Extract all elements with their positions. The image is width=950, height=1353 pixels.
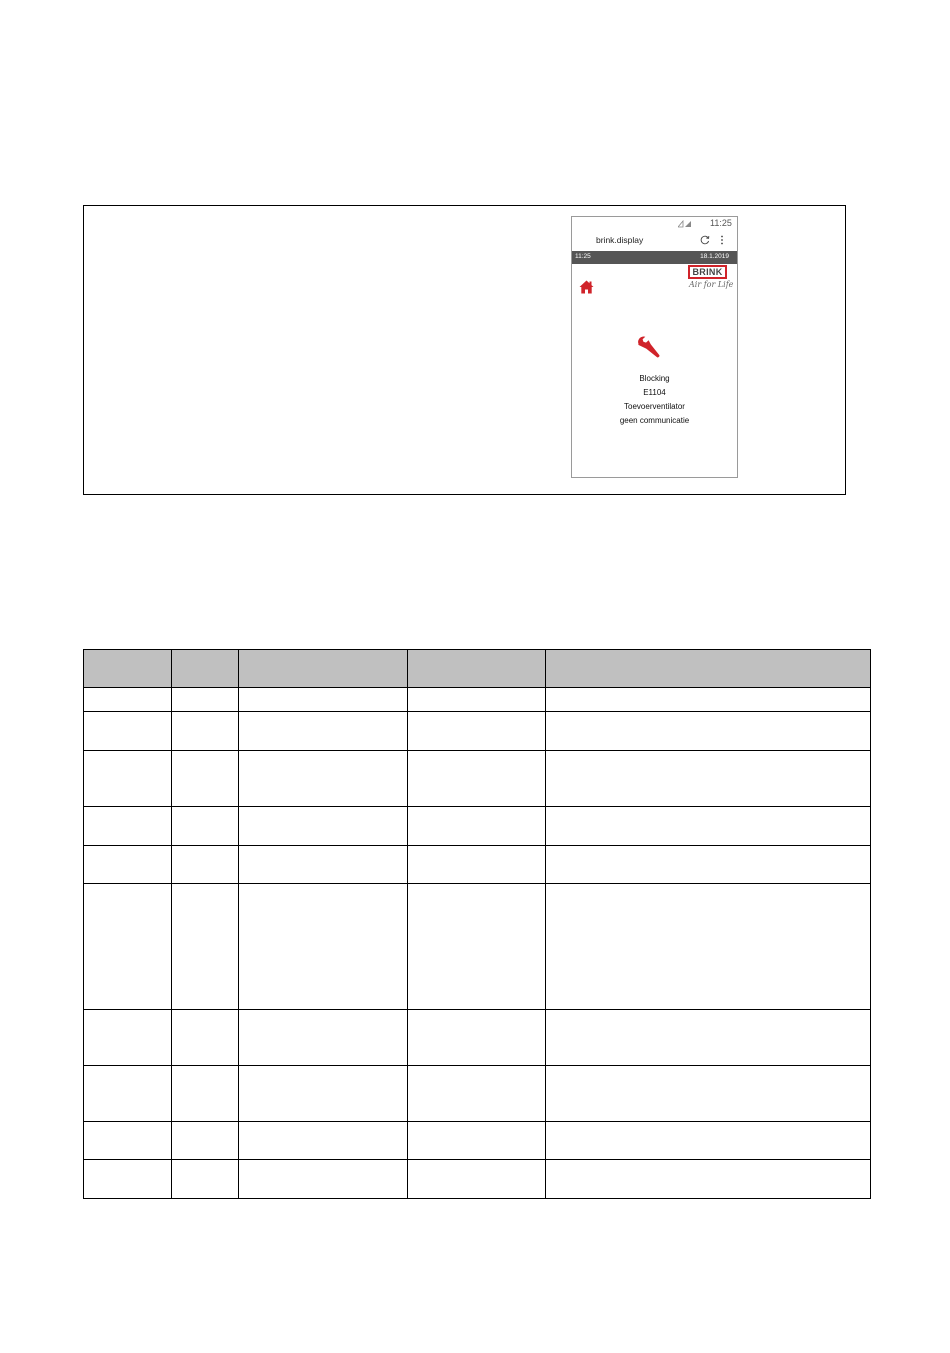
table-row: [84, 1122, 871, 1160]
table-cell: [408, 712, 546, 751]
table-cell: [546, 1010, 871, 1066]
table-cell: [239, 807, 408, 846]
table-row: [84, 688, 871, 712]
table-cell: [239, 1160, 408, 1199]
table-row: [84, 884, 871, 1010]
table-header-cell: [84, 650, 172, 688]
signal-icon: [678, 220, 692, 228]
table-cell: [84, 1010, 172, 1066]
table-cell: [84, 1122, 172, 1160]
table-cell: [84, 884, 172, 1010]
table-cell: [84, 846, 172, 884]
table-cell: [172, 884, 239, 1010]
table-cell: [84, 712, 172, 751]
table-cell: [546, 1066, 871, 1122]
browser-bar: [572, 231, 737, 251]
table-cell: [546, 884, 871, 1010]
table-row: [84, 846, 871, 884]
table-cell: [546, 1122, 871, 1160]
table-cell: [239, 688, 408, 712]
table-cell: [408, 688, 546, 712]
table-header-cell: [239, 650, 408, 688]
error-code-table: [83, 649, 871, 1199]
table-cell: [172, 846, 239, 884]
table-cell: [239, 884, 408, 1010]
table-cell: [239, 1010, 408, 1066]
table-row: [84, 1066, 871, 1122]
table-cell: [172, 1066, 239, 1122]
table-cell: [408, 884, 546, 1010]
table-cell: [172, 1010, 239, 1066]
app-header: [572, 251, 737, 264]
table-cell: [239, 846, 408, 884]
table-cell: [546, 1160, 871, 1199]
table-cell: [84, 688, 172, 712]
table-cell: [546, 807, 871, 846]
status-bar: [572, 217, 737, 231]
home-icon[interactable]: [579, 280, 594, 294]
table-cell: [546, 688, 871, 712]
table-row: [84, 1010, 871, 1066]
table-row: [84, 1160, 871, 1199]
table-header-cell: [172, 650, 239, 688]
table-cell: [408, 751, 546, 807]
table-cell: [172, 1122, 239, 1160]
table-row: [84, 751, 871, 807]
table-cell: [408, 1010, 546, 1066]
table-cell: [239, 751, 408, 807]
table-cell: [84, 1066, 172, 1122]
table-cell: [84, 1160, 172, 1199]
message-line-3: Toevoerventilator: [624, 402, 685, 411]
table-cell: [172, 807, 239, 846]
table-header-cell: [546, 650, 871, 688]
message-line-1: Blocking: [639, 374, 670, 383]
table-cell: [84, 807, 172, 846]
table-header-row: [84, 650, 871, 688]
table-header-cell: [408, 650, 546, 688]
table-cell: [546, 751, 871, 807]
brand-logo-text: BRINK: [692, 267, 723, 277]
table-cell: [172, 688, 239, 712]
message-line-2: E1104: [643, 388, 666, 397]
table-cell: [239, 1066, 408, 1122]
app-date: 18.1.2019: [700, 253, 729, 260]
table-cell: [239, 1122, 408, 1160]
table-cell: [172, 712, 239, 751]
table-cell: [408, 1066, 546, 1122]
phone-screenshot: [571, 216, 738, 478]
table-row: [84, 712, 871, 751]
message-line-4: geen communicatie: [619, 416, 690, 425]
url-text[interactable]: brink.display: [596, 235, 644, 245]
table-cell: [408, 807, 546, 846]
wrench-icon: [636, 335, 660, 359]
table-cell: [546, 712, 871, 751]
table-row: [84, 807, 871, 846]
table-cell: [172, 1160, 239, 1199]
menu-icon[interactable]: [720, 235, 724, 245]
reload-icon[interactable]: [700, 235, 710, 245]
app-time: 11:25: [575, 253, 591, 260]
table-cell: [239, 712, 408, 751]
brand-tagline: Air for Life: [689, 280, 734, 289]
table-cell: [408, 846, 546, 884]
table-cell: [84, 751, 172, 807]
brand-logo: [688, 265, 727, 279]
table-cell: [546, 846, 871, 884]
table-cell: [408, 1122, 546, 1160]
table-cell: [172, 751, 239, 807]
status-time: 11:25: [710, 218, 732, 228]
table-cell: [408, 1160, 546, 1199]
